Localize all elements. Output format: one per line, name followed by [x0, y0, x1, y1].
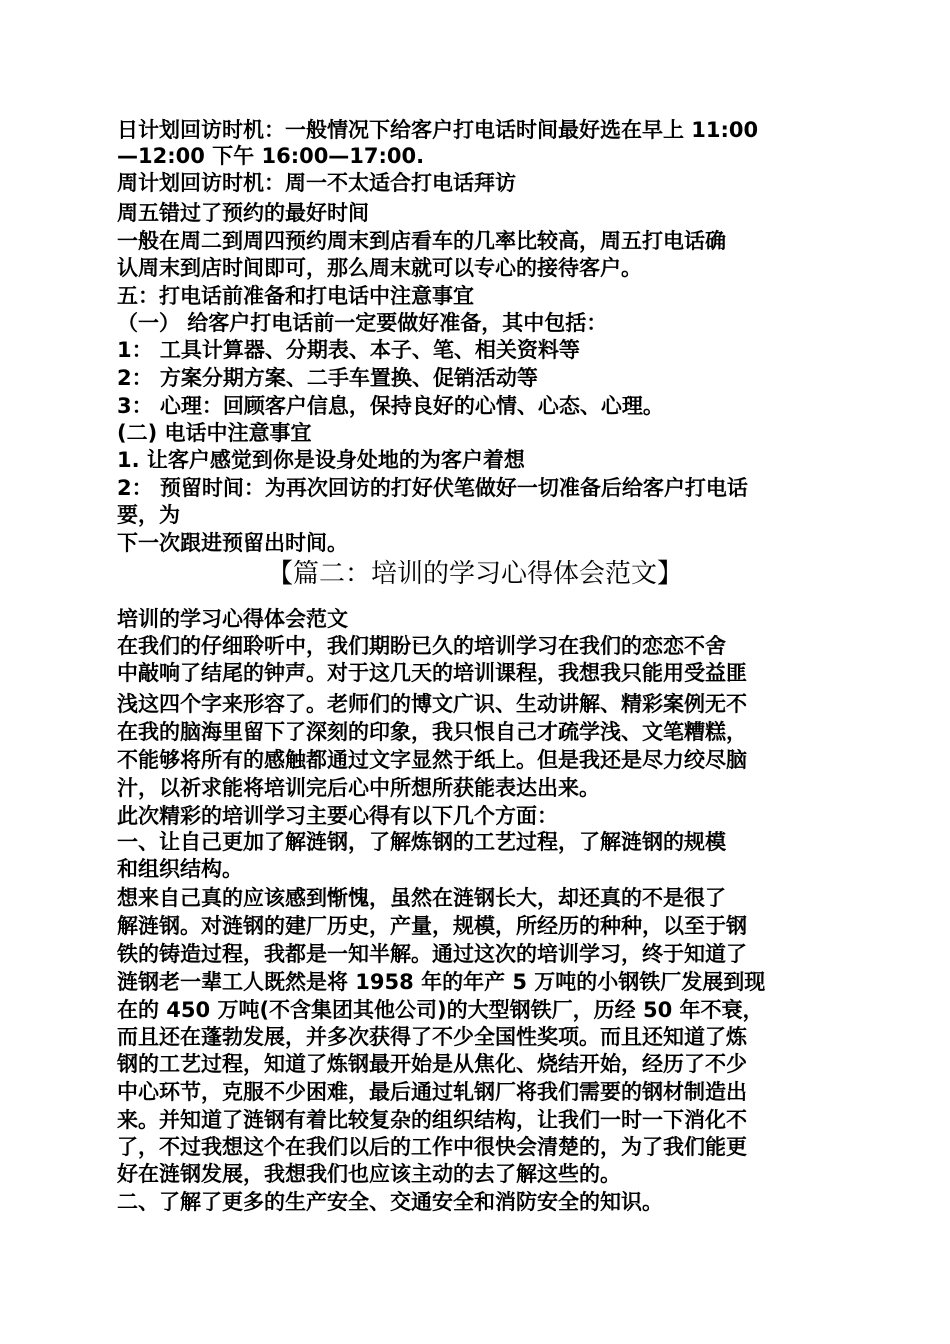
text-line: 想来自己真的应该感到惭愧，虽然在涟钢长大，却还真的不是很了	[117, 886, 726, 910]
text-line: 日计划回访时机：一般情况下给客户打电话时间最好选在早上 11:00	[117, 118, 759, 142]
text-line: 和组织结构。	[117, 857, 243, 881]
text-line: 汁，以祈求能将培训完后心中所想所获能表达出来。	[117, 776, 600, 800]
text-line: 钢的工艺过程，知道了炼钢最开始是从焦化、烧结开始，经历了不少	[117, 1052, 747, 1076]
text-line: 2： 方案分期方案、二手车置换、促销活动等	[117, 366, 538, 390]
text-line: 在的 450 万吨(不含集团其他公司)的大型钢铁厂，历经 50 年不衰，	[117, 998, 764, 1022]
text-line: 周五错过了预约的最好时间	[117, 201, 369, 225]
text-line: 认周末到店时间即可，那么周末就可以专心的接待客户。	[117, 256, 642, 280]
text-line: 二、了解了更多的生产安全、交通安全和消防安全的知识。	[117, 1190, 663, 1214]
text-line: 而且还在蓬勃发展，并多次获得了不少全国性奖项。而且还知道了炼	[117, 1025, 747, 1049]
text-line: —12:00 下午 16:00—17:00.	[117, 144, 425, 168]
text-line: 解涟钢。对涟钢的建厂历史，产量，规模，所经历的种种，以至于钢	[117, 914, 747, 938]
text-line: 铁的铸造过程，我都是一知半解。通过这次的培训学习，终于知道了	[117, 942, 747, 966]
text-line: 一般在周二到周四预约周末到店看车的几率比较高，周五打电话确	[117, 229, 726, 253]
text-line: 中心环节，克服不少困难，最后通过轧钢厂将我们需要的钢材制造出	[117, 1080, 747, 1104]
text-line: 不能够将所有的感触都通过文字显然于纸上。但是我还是尽力绞尽脑	[117, 748, 747, 772]
text-line: 1： 工具计算器、分期表、本子、笔、相关资料等	[117, 338, 580, 362]
text-line: 来。并知道了涟钢有着比较复杂的组织结构，让我们一时一下消化不	[117, 1108, 747, 1132]
text-line: 此次精彩的培训学习主要心得有以下几个方面：	[117, 804, 558, 828]
text-line: 下一次跟进预留出时间。	[117, 531, 348, 555]
text-line: 2： 预留时间：为再次回访的打好伏笔做好一切准备后给客户打电话	[117, 476, 748, 500]
text-line: 好在涟钢发展，我想我们也应该主动的去了解这些的。	[117, 1162, 621, 1186]
text-line: 3： 心理：回顾客户信息，保持良好的心情、心态、心理。	[117, 394, 664, 418]
text-line: (二) 电话中注意事宜	[117, 421, 312, 445]
text-line: 了，不过我想这个在我们以后的工作中很快会清楚的，为了我们能更	[117, 1135, 747, 1159]
text-line: （一） 给客户打电话前一定要做好准备，其中包括：	[117, 311, 608, 335]
text-line: 在我们的仔细聆听中，我们期盼已久的培训学习在我们的恋恋不舍	[117, 634, 726, 658]
text-line: 培训的学习心得体会范文	[117, 607, 348, 631]
text-line: 在我的脑海里留下了深刻的印象，我只恨自己才疏学浅、文笔糟糕，	[117, 720, 747, 744]
text-line: 五：打电话前准备和打电话中注意事宜	[117, 284, 474, 308]
text-line: 浅这四个字来形容了。老师们的博文广识、生动讲解、精彩案例无不	[117, 692, 747, 716]
section-heading: 【篇二：培训的学习心得体会范文】	[266, 559, 683, 589]
text-line: 周计划回访时机：周一不太适合打电话拜访	[117, 171, 516, 195]
text-line: 涟钢老一辈工人既然是将 1958 年的年产 5 万吨的小钢铁厂发展到现	[117, 970, 766, 994]
text-line: 要，为	[117, 503, 180, 527]
text-line: 一、让自己更加了解涟钢，了解炼钢的工艺过程，了解涟钢的规模	[117, 830, 726, 854]
text-line: 中敲响了结尾的钟声。对于这几天的培训课程，我想我只能用受益匪	[117, 661, 747, 685]
text-line: 1. 让客户感觉到你是设身处地的为客户着想	[117, 448, 525, 472]
